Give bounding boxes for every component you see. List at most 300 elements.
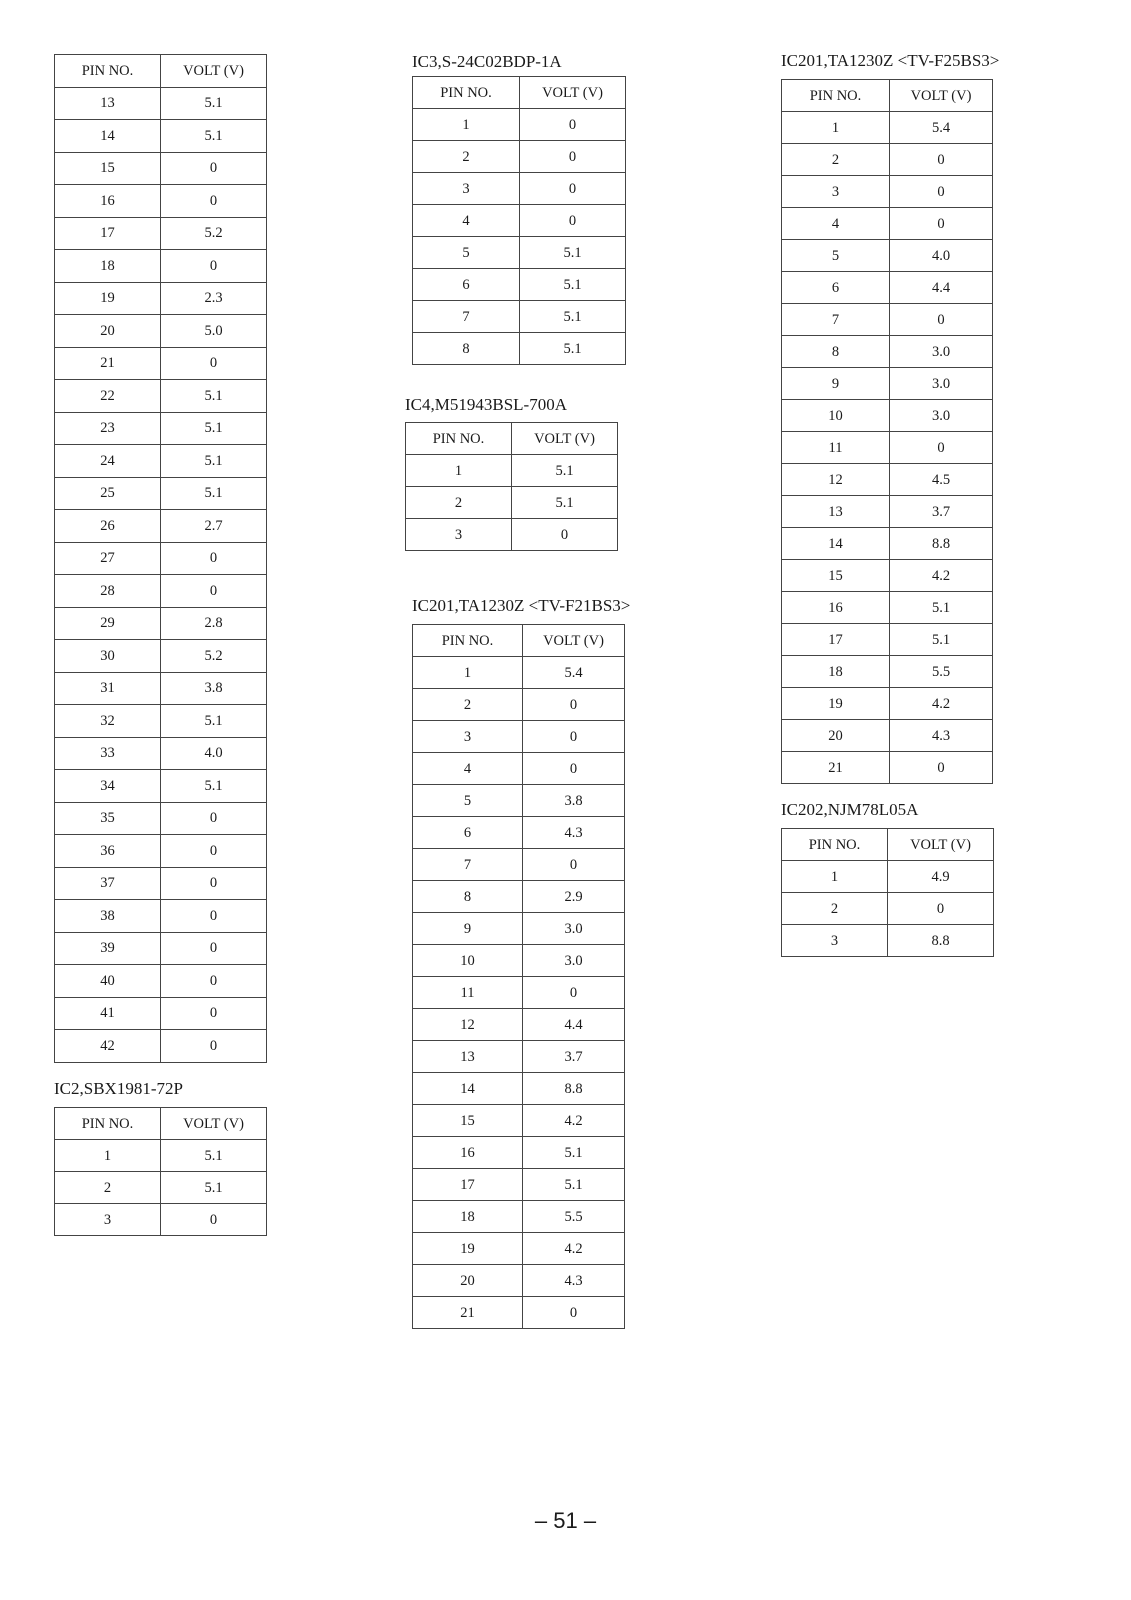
voltage-cell: 5.1 — [161, 87, 267, 120]
table-row — [55, 87, 267, 120]
pin-number-cell: 21 — [55, 347, 161, 380]
voltage-cell: 0 — [520, 205, 626, 237]
header-pin-no: PIN NO. — [55, 55, 161, 88]
table-row — [55, 445, 267, 478]
voltage-cell: 2.9 — [523, 881, 625, 913]
table-row — [55, 1172, 267, 1204]
voltage-table — [54, 1107, 267, 1236]
pin-number-cell: 8 — [413, 333, 520, 365]
voltage-cell: 3.8 — [161, 672, 267, 705]
table-row — [413, 849, 625, 881]
voltage-cell: 5.1 — [890, 624, 993, 656]
voltage-cell: 0 — [523, 721, 625, 753]
pin-number-cell: 21 — [782, 752, 890, 784]
table-title: IC201,TA1230Z <TV-F21BS3> — [412, 596, 631, 615]
voltage-cell: 0 — [161, 1030, 267, 1063]
voltage-cell: 3.8 — [523, 785, 625, 817]
pin-number-cell: 19 — [782, 688, 890, 720]
pin-number-cell: 11 — [782, 432, 890, 464]
table-header-row — [782, 80, 993, 112]
voltage-table — [781, 828, 994, 957]
voltage-cell: 5.1 — [161, 770, 267, 803]
table-row — [782, 432, 993, 464]
pin-number-cell: 2 — [413, 689, 523, 721]
pin-number-cell: 7 — [413, 849, 523, 881]
pin-number-cell: 1 — [782, 861, 888, 893]
table-row — [55, 575, 267, 608]
pin-number-cell: 31 — [55, 672, 161, 705]
table-row — [55, 835, 267, 868]
table-row — [55, 900, 267, 933]
table-row — [406, 487, 618, 519]
voltage-cell: 5.1 — [523, 1137, 625, 1169]
table-row — [406, 455, 618, 487]
pin-number-cell: 3 — [413, 173, 520, 205]
voltage-cell: 0 — [520, 109, 626, 141]
pin-number-cell: 33 — [55, 737, 161, 770]
voltage-cell: 5.1 — [161, 705, 267, 738]
table-header-row — [55, 55, 267, 88]
table-row — [55, 315, 267, 348]
table-row — [782, 400, 993, 432]
header-pin-no: PIN NO. — [782, 829, 888, 861]
table-row — [782, 893, 994, 925]
pin-number-cell: 16 — [782, 592, 890, 624]
voltage-cell: 0 — [890, 208, 993, 240]
table-row — [413, 945, 625, 977]
pin-number-cell: 4 — [413, 205, 520, 237]
pin-number-cell: 6 — [413, 269, 520, 301]
header-volt: VOLT (V) — [890, 80, 993, 112]
table-row — [55, 997, 267, 1030]
table-row — [55, 770, 267, 803]
table-row — [413, 173, 626, 205]
voltage-cell: 5.1 — [520, 237, 626, 269]
voltage-table — [781, 79, 993, 784]
pin-number-cell: 23 — [55, 412, 161, 445]
voltage-cell: 0 — [161, 185, 267, 218]
voltage-cell: 5.1 — [161, 477, 267, 510]
pin-number-cell: 15 — [55, 152, 161, 185]
pin-number-cell: 18 — [782, 656, 890, 688]
pin-number-cell: 8 — [413, 881, 523, 913]
table-row — [55, 185, 267, 218]
voltage-cell: 5.2 — [161, 640, 267, 673]
voltage-cell: 5.1 — [161, 120, 267, 153]
pin-number-cell: 10 — [413, 945, 523, 977]
voltage-cell: 5.2 — [161, 217, 267, 250]
table-row — [55, 282, 267, 315]
pin-number-cell: 20 — [55, 315, 161, 348]
voltage-cell: 4.0 — [890, 240, 993, 272]
table-row — [55, 737, 267, 770]
voltage-table — [405, 422, 618, 551]
table-row — [413, 1233, 625, 1265]
table-row — [55, 120, 267, 153]
table-row — [55, 867, 267, 900]
voltage-cell: 5.5 — [523, 1201, 625, 1233]
voltage-cell: 5.1 — [161, 1172, 267, 1204]
table-row — [413, 141, 626, 173]
table-row — [782, 720, 993, 752]
table-header-row — [55, 1108, 267, 1140]
table-row — [413, 913, 625, 945]
table-row — [55, 672, 267, 705]
pin-number-cell: 22 — [55, 380, 161, 413]
table-row — [413, 753, 625, 785]
table-row — [55, 347, 267, 380]
table-row — [782, 528, 993, 560]
pin-number-cell: 25 — [55, 477, 161, 510]
pin-number-cell: 15 — [413, 1105, 523, 1137]
voltage-cell: 0 — [161, 575, 267, 608]
table-row — [413, 205, 626, 237]
table-row — [413, 109, 626, 141]
pin-number-cell: 3 — [782, 176, 890, 208]
table-row — [55, 542, 267, 575]
pin-number-cell: 16 — [413, 1137, 523, 1169]
pin-number-cell: 26 — [55, 510, 161, 543]
pin-number-cell: 3 — [55, 1204, 161, 1236]
pin-number-cell: 6 — [413, 817, 523, 849]
pin-number-cell: 24 — [55, 445, 161, 478]
table-row — [55, 1140, 267, 1172]
table-row — [413, 269, 626, 301]
voltage-cell: 5.1 — [512, 455, 618, 487]
pin-number-cell: 4 — [782, 208, 890, 240]
pin-number-cell: 34 — [55, 770, 161, 803]
header-pin-no: PIN NO. — [406, 423, 512, 455]
pin-number-cell: 30 — [55, 640, 161, 673]
table-row — [782, 624, 993, 656]
table-row — [413, 1297, 625, 1329]
table-row — [55, 932, 267, 965]
voltage-cell: 0 — [161, 835, 267, 868]
table-row — [782, 656, 993, 688]
voltage-cell: 4.3 — [523, 817, 625, 849]
table-row — [55, 250, 267, 283]
table-row — [782, 592, 993, 624]
voltage-cell: 0 — [890, 304, 993, 336]
table-row — [782, 112, 993, 144]
table-title: IC4,M51943BSL-700A — [405, 395, 567, 414]
table-title: IC2,SBX1981-72P — [54, 1079, 183, 1098]
voltage-cell: 0 — [161, 542, 267, 575]
pin-number-cell: 40 — [55, 965, 161, 998]
table-row — [782, 496, 993, 528]
table-row — [55, 607, 267, 640]
voltage-cell: 0 — [161, 250, 267, 283]
pin-number-cell: 1 — [413, 109, 520, 141]
table-row — [782, 368, 993, 400]
voltage-cell: 5.0 — [161, 315, 267, 348]
table-row — [413, 333, 626, 365]
pin-number-cell: 13 — [782, 496, 890, 528]
table-row — [413, 721, 625, 753]
voltage-cell: 0 — [523, 849, 625, 881]
pin-number-cell: 39 — [55, 932, 161, 965]
table-row — [55, 510, 267, 543]
table-row — [782, 688, 993, 720]
header-volt: VOLT (V) — [161, 55, 267, 88]
header-pin-no: PIN NO. — [55, 1108, 161, 1140]
voltage-table — [54, 54, 267, 1063]
pin-number-cell: 2 — [55, 1172, 161, 1204]
voltage-cell: 0 — [161, 867, 267, 900]
pin-number-cell: 7 — [782, 304, 890, 336]
table-row — [782, 208, 993, 240]
pin-number-cell: 13 — [55, 87, 161, 120]
table-row — [55, 802, 267, 835]
voltage-cell: 4.2 — [523, 1233, 625, 1265]
pin-number-cell: 2 — [406, 487, 512, 519]
pin-number-cell: 37 — [55, 867, 161, 900]
voltage-cell: 0 — [890, 752, 993, 784]
voltage-cell: 5.1 — [520, 301, 626, 333]
pin-number-cell: 4 — [413, 753, 523, 785]
header-volt: VOLT (V) — [512, 423, 618, 455]
pin-number-cell: 20 — [413, 1265, 523, 1297]
voltage-cell: 4.4 — [523, 1009, 625, 1041]
pin-number-cell: 19 — [55, 282, 161, 315]
voltage-cell: 0 — [890, 432, 993, 464]
pin-number-cell: 36 — [55, 835, 161, 868]
voltage-cell: 0 — [523, 753, 625, 785]
voltage-cell: 0 — [161, 152, 267, 185]
table-row — [782, 304, 993, 336]
table-row — [413, 977, 625, 1009]
voltage-cell: 5.1 — [520, 269, 626, 301]
table-header-row — [782, 829, 994, 861]
pin-number-cell: 5 — [413, 785, 523, 817]
pin-number-cell: 5 — [413, 237, 520, 269]
pin-number-cell: 3 — [406, 519, 512, 551]
pin-number-cell: 18 — [55, 250, 161, 283]
voltage-cell: 0 — [520, 173, 626, 205]
voltage-cell: 2.3 — [161, 282, 267, 315]
pin-number-cell: 35 — [55, 802, 161, 835]
pin-number-cell: 21 — [413, 1297, 523, 1329]
voltage-cell: 3.0 — [523, 945, 625, 977]
table-row — [55, 1204, 267, 1236]
header-pin-no: PIN NO. — [782, 80, 890, 112]
voltage-cell: 0 — [512, 519, 618, 551]
voltage-cell: 5.1 — [512, 487, 618, 519]
voltage-cell: 5.1 — [161, 380, 267, 413]
header-volt: VOLT (V) — [520, 77, 626, 109]
voltage-cell: 3.7 — [523, 1041, 625, 1073]
table-header-row — [406, 423, 618, 455]
pin-number-cell: 41 — [55, 997, 161, 1030]
pin-number-cell: 14 — [55, 120, 161, 153]
header-volt: VOLT (V) — [161, 1108, 267, 1140]
pin-number-cell: 9 — [413, 913, 523, 945]
table-row — [55, 640, 267, 673]
table-row — [782, 336, 993, 368]
table-row — [55, 965, 267, 998]
pin-number-cell: 28 — [55, 575, 161, 608]
table-row — [782, 144, 993, 176]
pin-number-cell: 7 — [413, 301, 520, 333]
voltage-cell: 5.1 — [890, 592, 993, 624]
table-row — [782, 240, 993, 272]
table-row — [413, 237, 626, 269]
voltage-cell: 3.0 — [890, 400, 993, 432]
pin-number-cell: 17 — [782, 624, 890, 656]
voltage-cell: 4.9 — [888, 861, 994, 893]
table-row — [413, 689, 625, 721]
pin-number-cell: 5 — [782, 240, 890, 272]
table-row — [413, 817, 625, 849]
table-header-row — [413, 77, 626, 109]
pin-number-cell: 32 — [55, 705, 161, 738]
voltage-cell: 0 — [523, 689, 625, 721]
voltage-cell: 4.2 — [523, 1105, 625, 1137]
table-row — [782, 752, 993, 784]
table-row — [406, 519, 618, 551]
table-row — [413, 881, 625, 913]
voltage-cell: 0 — [161, 1204, 267, 1236]
header-volt: VOLT (V) — [888, 829, 994, 861]
table-title: IC202,NJM78L05A — [781, 800, 919, 819]
voltage-cell: 5.1 — [161, 1140, 267, 1172]
voltage-cell: 0 — [890, 176, 993, 208]
table-row — [782, 272, 993, 304]
voltage-cell: 0 — [890, 144, 993, 176]
table-row — [413, 1105, 625, 1137]
table-row — [782, 861, 994, 893]
pin-number-cell: 1 — [55, 1140, 161, 1172]
voltage-cell: 0 — [520, 141, 626, 173]
voltage-cell: 3.0 — [890, 336, 993, 368]
voltage-cell: 5.4 — [890, 112, 993, 144]
pin-number-cell: 29 — [55, 607, 161, 640]
table-row — [782, 176, 993, 208]
pin-number-cell: 12 — [413, 1009, 523, 1041]
table-row — [413, 785, 625, 817]
table-row — [413, 1137, 625, 1169]
voltage-table — [412, 76, 626, 365]
table-row — [413, 1201, 625, 1233]
header-pin-no: PIN NO. — [413, 625, 523, 657]
pin-number-cell: 17 — [55, 217, 161, 250]
table-row — [413, 301, 626, 333]
table-row — [782, 925, 994, 957]
pin-number-cell: 14 — [413, 1073, 523, 1105]
header-volt: VOLT (V) — [523, 625, 625, 657]
voltage-cell: 3.7 — [890, 496, 993, 528]
pin-number-cell: 11 — [413, 977, 523, 1009]
pin-number-cell: 2 — [782, 144, 890, 176]
voltage-cell: 4.5 — [890, 464, 993, 496]
voltage-cell: 0 — [523, 1297, 625, 1329]
voltage-cell: 5.1 — [161, 445, 267, 478]
table-row — [55, 380, 267, 413]
voltage-cell: 5.4 — [523, 657, 625, 689]
pin-number-cell: 17 — [413, 1169, 523, 1201]
table-row — [782, 560, 993, 592]
table-row — [413, 1265, 625, 1297]
table-row — [413, 1009, 625, 1041]
voltage-cell: 0 — [161, 932, 267, 965]
voltage-cell: 0 — [161, 900, 267, 933]
pin-number-cell: 9 — [782, 368, 890, 400]
header-pin-no: PIN NO. — [413, 77, 520, 109]
voltage-cell: 8.8 — [890, 528, 993, 560]
pin-number-cell: 38 — [55, 900, 161, 933]
pin-number-cell: 15 — [782, 560, 890, 592]
voltage-cell: 3.0 — [890, 368, 993, 400]
voltage-cell: 5.1 — [161, 412, 267, 445]
table-row — [55, 217, 267, 250]
pin-number-cell: 10 — [782, 400, 890, 432]
voltage-cell: 4.3 — [890, 720, 993, 752]
pin-number-cell: 1 — [782, 112, 890, 144]
voltage-cell: 2.7 — [161, 510, 267, 543]
voltage-cell: 0 — [888, 893, 994, 925]
voltage-cell: 4.2 — [890, 688, 993, 720]
table-title: IC201,TA1230Z <TV-F25BS3> — [781, 51, 1000, 70]
pin-number-cell: 2 — [782, 893, 888, 925]
table-row — [55, 705, 267, 738]
pin-number-cell: 12 — [782, 464, 890, 496]
pin-number-cell: 2 — [413, 141, 520, 173]
pin-number-cell: 19 — [413, 1233, 523, 1265]
pin-number-cell: 1 — [413, 657, 523, 689]
voltage-cell: 0 — [161, 802, 267, 835]
table-row — [55, 1030, 267, 1063]
voltage-cell: 5.1 — [523, 1169, 625, 1201]
voltage-cell: 0 — [161, 965, 267, 998]
table-row — [413, 1041, 625, 1073]
table-row — [782, 464, 993, 496]
voltage-cell: 4.3 — [523, 1265, 625, 1297]
table-row — [55, 152, 267, 185]
page-number: – 51 – — [534, 1508, 597, 1533]
voltage-table — [412, 624, 625, 1329]
voltage-cell: 2.8 — [161, 607, 267, 640]
voltage-cell: 5.1 — [520, 333, 626, 365]
pin-number-cell: 42 — [55, 1030, 161, 1063]
table-title: IC3,S-24C02BDP-1A — [412, 52, 562, 71]
table-row — [55, 477, 267, 510]
table-row — [413, 1169, 625, 1201]
voltage-cell: 8.8 — [888, 925, 994, 957]
pin-number-cell: 1 — [406, 455, 512, 487]
pin-number-cell: 3 — [413, 721, 523, 753]
pin-number-cell: 27 — [55, 542, 161, 575]
pin-number-cell: 16 — [55, 185, 161, 218]
pin-number-cell: 8 — [782, 336, 890, 368]
table-row — [413, 1073, 625, 1105]
voltage-cell: 0 — [523, 977, 625, 1009]
voltage-cell: 5.5 — [890, 656, 993, 688]
pin-number-cell: 6 — [782, 272, 890, 304]
pin-number-cell: 14 — [782, 528, 890, 560]
voltage-cell: 0 — [161, 997, 267, 1030]
voltage-cell: 0 — [161, 347, 267, 380]
pin-number-cell: 20 — [782, 720, 890, 752]
table-row — [413, 657, 625, 689]
pin-number-cell: 3 — [782, 925, 888, 957]
voltage-cell: 4.4 — [890, 272, 993, 304]
table-header-row — [413, 625, 625, 657]
table-row — [55, 412, 267, 445]
voltage-cell: 8.8 — [523, 1073, 625, 1105]
voltage-cell: 4.2 — [890, 560, 993, 592]
pin-number-cell: 18 — [413, 1201, 523, 1233]
voltage-cell: 4.0 — [161, 737, 267, 770]
